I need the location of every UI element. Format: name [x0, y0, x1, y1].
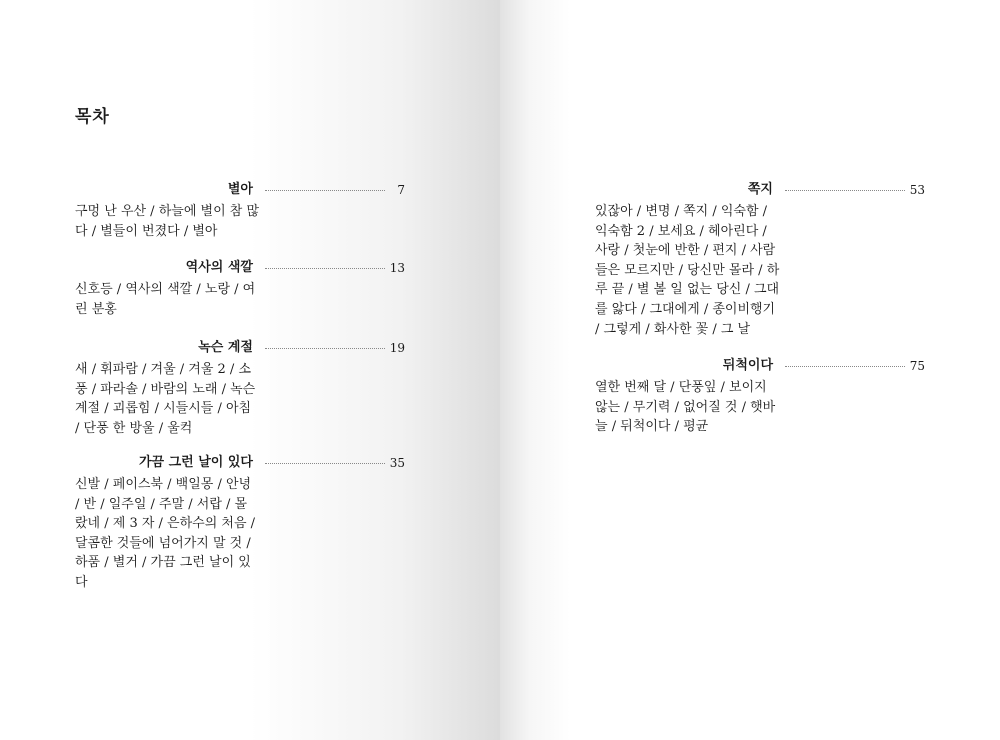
dot-leader: [265, 463, 385, 464]
poem-list-line: 풍 / 파라솔 / 바람의 노래 / 녹슨: [75, 381, 256, 397]
poem-list-line: 신발 / 페이스북 / 백일몽 / 안녕: [75, 477, 252, 492]
toc-entry: [595, 180, 925, 339]
toc-entry-header: [75, 453, 405, 473]
chapter-title: 녹슨 계절: [198, 340, 253, 355]
page-number: 13: [389, 261, 405, 275]
poem-list-line: 루 끝 / 별 볼 일 없는 당신 / 그대: [595, 282, 780, 298]
page-number: 7: [397, 183, 405, 197]
toc-entry-header: [75, 338, 405, 358]
poem-list-line: 하품 / 별거 / 가끔 그런 날이 있: [75, 555, 251, 571]
poem-list-line: 않는 / 무기력 / 없어질 것 / 햇바: [595, 399, 776, 415]
poem-list: [595, 202, 780, 339]
chapter-title: 뒤척이다: [722, 358, 773, 373]
toc-entry: [75, 180, 405, 241]
poem-list-line: 들은 모르지만 / 당신만 몰라 / 하: [595, 262, 780, 278]
toc-entry: [595, 356, 925, 437]
dot-leader: [265, 190, 385, 191]
toc-heading: 목차: [75, 107, 110, 127]
poem-list-line: 랐네 / 제 3 자 / 은하수의 처음 /: [75, 516, 256, 532]
poem-list: [595, 378, 775, 437]
chapter-title: 쪽지: [747, 182, 773, 197]
dot-leader: [265, 268, 385, 269]
chapter-title: 가끔 그런 날이 있다: [138, 455, 253, 470]
poem-list-line: 계절 / 괴롭힘 / 시들시들 / 아침: [75, 401, 252, 417]
toc-entry-header: [75, 180, 405, 200]
poem-list: [75, 360, 255, 438]
poem-list-line: 사랑 / 첫눈에 반한 / 편지 / 사람: [595, 243, 776, 259]
chapter-title: 역사의 색깔: [185, 260, 253, 275]
poem-list-line: / 그렇게 / 화사한 꽃 / 그 날: [595, 321, 751, 337]
poem-list-line: 린 분홍: [75, 301, 117, 317]
toc-entry-header: [595, 356, 925, 376]
toc-entry-header: [595, 180, 925, 200]
page-number: 53: [909, 183, 925, 197]
dot-leader: [265, 348, 385, 349]
poem-list-line: 달콤한 것들에 넘어가지 말 것 /: [75, 535, 251, 551]
poem-list: [75, 202, 260, 241]
poem-list-line: / 단풍 한 방울 / 울컥: [75, 420, 193, 436]
toc-entry: [75, 453, 405, 593]
poem-list-line: 다 / 별들이 번졌다 / 별아: [75, 223, 218, 239]
poem-list-line: 다: [75, 574, 88, 590]
dot-leader: [785, 190, 905, 191]
toc-entry-header: [75, 258, 405, 278]
poem-list-line: 익숙함 2 / 보세요 / 헤아린다 /: [595, 223, 767, 239]
poem-list-line: 열한 번째 달 / 단풍잎 / 보이지: [595, 380, 767, 395]
chapter-title: 별아: [227, 182, 253, 197]
poem-list: [75, 280, 255, 319]
poem-list-line: 있잖아 / 변명 / 쪽지 / 익숙함 /: [595, 204, 768, 219]
toc-entry: [75, 338, 405, 438]
page-number: 75: [909, 359, 925, 373]
dot-leader: [785, 366, 905, 367]
poem-list-line: 구멍 난 우산 / 하늘에 별이 참 많: [75, 204, 260, 219]
poem-list-line: 늘 / 뒤척이다 / 평균: [595, 419, 709, 435]
poem-list-line: 새 / 휘파람 / 겨울 / 겨울 2 / 소: [75, 362, 252, 377]
poem-list-line: 신호등 / 역사의 색깔 / 노랑 / 여: [75, 282, 256, 297]
poem-list: [75, 475, 255, 593]
page-number: 35: [389, 456, 405, 470]
page-number: 19: [389, 341, 405, 355]
toc-entry: [75, 258, 405, 319]
right-page: [500, 0, 1000, 740]
poem-list-line: / 반 / 일주일 / 주말 / 서랍 / 몰: [75, 496, 248, 512]
poem-list-line: 를 앓다 / 그대에게 / 종이비행기: [595, 301, 776, 317]
